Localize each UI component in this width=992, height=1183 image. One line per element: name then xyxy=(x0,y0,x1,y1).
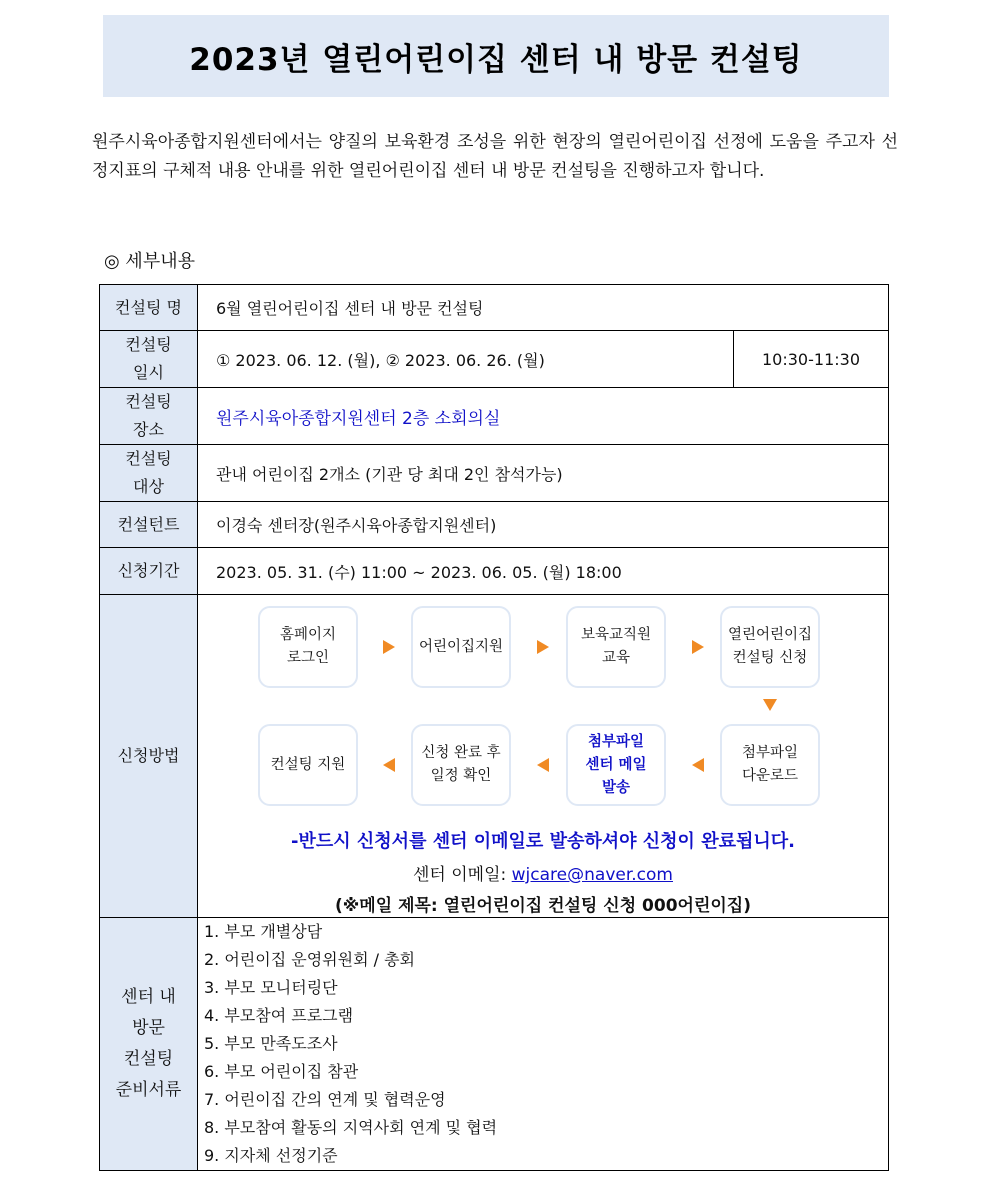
step-text: 다운로드 xyxy=(741,768,799,784)
label-line: 준비서류 xyxy=(115,1080,182,1100)
value-consultant: 이경숙 센터장(원주시육아종합지원센터) xyxy=(198,502,889,548)
application-flow xyxy=(198,595,888,917)
step-daycare-support xyxy=(411,606,511,688)
step-consulting-support xyxy=(258,724,358,806)
value-consulting-place: 원주시육아종합지원센터 2층 소회의실 xyxy=(198,388,889,445)
step-consulting-apply xyxy=(720,606,820,688)
label-application-method: 신청방법 xyxy=(100,595,198,918)
section-heading: ◎ 세부내용 xyxy=(104,251,195,272)
arrow-down-icon xyxy=(763,699,777,711)
label-line: 컨설팅 xyxy=(125,392,172,411)
row-consulting-name xyxy=(100,285,889,331)
label-application-period: 신청기간 xyxy=(100,548,198,595)
label-consulting-target xyxy=(100,445,198,502)
label-line: 컨설팅 xyxy=(125,449,172,468)
value-application-method xyxy=(198,595,889,918)
step-text: 컨설팅 지원 xyxy=(270,756,346,773)
step-confirm-schedule xyxy=(411,724,511,806)
row-consulting-target xyxy=(100,445,889,502)
row-consultant xyxy=(100,502,889,548)
row-consulting-date xyxy=(100,331,889,388)
list-item: 9. 지자체 선정기준 xyxy=(204,1146,338,1165)
step-text: 홈페이지 xyxy=(279,627,337,643)
row-application-method xyxy=(100,595,889,918)
value-consulting-time: 10:30-11:30 xyxy=(734,331,889,388)
row-consulting-place xyxy=(100,388,889,445)
step-text: 교육 xyxy=(601,650,630,666)
arrow-left-icon xyxy=(537,758,549,772)
label-line: 장소 xyxy=(133,420,164,439)
page-title: 2023년 열린어린이집 센터 내 방문 컨설팅 xyxy=(189,41,803,78)
label-consulting-date xyxy=(100,331,198,388)
label-line: 컨설팅 xyxy=(125,335,172,354)
arrow-left-icon xyxy=(383,758,395,772)
step-text: 발송 xyxy=(601,779,630,796)
step-text: 일정 확인 xyxy=(430,768,492,784)
step-text: 보육교직원 xyxy=(580,627,652,643)
list-item: 3. 부모 모니터링단 xyxy=(204,978,338,997)
step-text: 신청 완료 후 xyxy=(421,745,501,761)
value-consulting-target: 관내 어린이집 2개소 (기관 당 최대 2인 참석가능) xyxy=(198,445,889,502)
label-line: 방문 xyxy=(132,1018,165,1038)
title-banner xyxy=(103,15,889,97)
arrow-right-icon xyxy=(537,640,549,654)
row-application-period xyxy=(100,548,889,595)
label-consulting-place xyxy=(100,388,198,445)
list-item: 6. 부모 어린이집 참관 xyxy=(204,1062,359,1081)
step-text: 센터 메일 xyxy=(585,756,647,773)
list-item: 7. 어린이집 간의 연계 및 협력운영 xyxy=(204,1090,446,1109)
label-line: 컨설팅 xyxy=(123,1049,174,1069)
value-consulting-name: 6월 열린어린이집 센터 내 방문 컨설팅 xyxy=(198,285,889,331)
arrow-right-icon xyxy=(692,640,704,654)
step-text: 컨설팅 신청 xyxy=(732,650,808,666)
step-text: 로그인 xyxy=(286,650,330,666)
submission-notice: -반드시 신청서를 센터 이메일로 발송하셔야 신청이 완료됩니다. xyxy=(291,831,795,852)
email-link[interactable]: wjcare@naver.com xyxy=(511,865,673,885)
details-table xyxy=(99,284,889,1171)
arrow-left-icon xyxy=(692,758,704,772)
list-item: 5. 부모 만족도조사 xyxy=(204,1034,338,1053)
step-download-attachment xyxy=(720,724,820,806)
list-item: 4. 부모참여 프로그램 xyxy=(204,1006,354,1025)
step-homepage-login xyxy=(258,606,358,688)
step-send-email xyxy=(566,724,666,806)
list-item: 8. 부모참여 활동의 지역사회 연계 및 협력 xyxy=(204,1118,498,1137)
step-text: 첨부파일 xyxy=(741,745,799,761)
value-preparation-docs xyxy=(198,918,889,1171)
step-text: 첨부파일 xyxy=(587,733,644,750)
list-item: 2. 어린이집 운영위원회 / 총회 xyxy=(204,950,416,969)
email-label: 센터 이메일: xyxy=(413,865,512,885)
step-teacher-education xyxy=(566,606,666,688)
mail-subject-note: (※메일 제목: 열린어린이집 컨설팅 신청 000어린이집) xyxy=(335,896,751,916)
label-line: 일시 xyxy=(133,363,164,382)
label-line: 대상 xyxy=(133,477,164,496)
arrow-right-icon xyxy=(383,640,395,654)
label-preparation-docs xyxy=(100,918,198,1171)
docs-list xyxy=(198,918,888,1170)
list-item: 1. 부모 개별상담 xyxy=(204,922,323,941)
step-text: 열린어린이집 xyxy=(727,627,813,643)
label-line: 센터 내 xyxy=(121,987,176,1007)
value-consulting-date: ① 2023. 06. 12. (월), ② 2023. 06. 26. (월) xyxy=(198,331,734,388)
step-text: 어린이집지원 xyxy=(418,638,504,655)
intro-paragraph: 원주시육아종합지원센터에서는 양질의 보육환경 조성을 위한 현장의 열린어린이집 선정에 도움을 주고자 선정지표의 구체적 내용 안내를 위한 열린어린이집 센터 내 방문 컨설팅을 진행하고자 합니다. xyxy=(92,132,898,181)
label-consulting-name: 컨설팅 명 xyxy=(100,285,198,331)
label-consultant: 컨설턴트 xyxy=(100,502,198,548)
value-application-period: 2023. 05. 31. (수) 11:00 ~ 2023. 06. 05. (월) 18:00 xyxy=(198,548,889,595)
center-email-line xyxy=(198,860,888,885)
row-preparation-docs xyxy=(100,918,889,1171)
